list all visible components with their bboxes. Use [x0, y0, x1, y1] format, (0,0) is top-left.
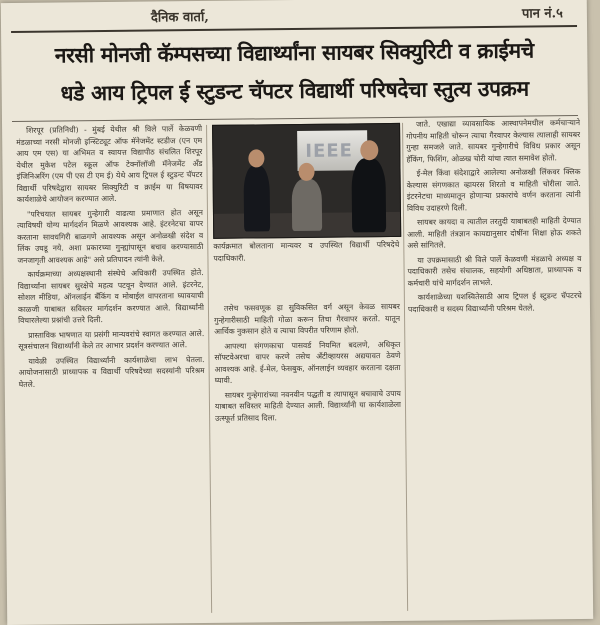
newspaper-page: [1, 0, 593, 625]
person-silhouette: [292, 179, 323, 231]
person-head: [360, 140, 378, 160]
paragraph: ई-मेल किंवा संदेशाद्वारे आलेल्या अनोळखी लिंकवर क्लिक केल्यास संगणकात व्हायरस शिरतो व माहिती चोरीला जाते. इंटरनेटचा माध्यमातून होणाऱ्या प्रकारांचे वर्णन करताना त्यांनी विविध उदाहरणे दिली.: [406, 167, 581, 213]
column-divider: [206, 125, 212, 613]
person-head: [248, 149, 264, 167]
newspaper-name: दैनिक वार्ता,: [150, 9, 209, 26]
paragraph: सायबर कायदा व त्यातील तरतुदी याबाबतही माहिती देण्यात आली. माहिती तंत्रज्ञान कायद्यानुसार दोषींना शिक्षा होऊ शकते असे सांगितले.: [407, 216, 582, 250]
headline-line-2: धडे आय ट्रिपल ई स्टुडन्ट चॅपटर विद्यार्थी परिषदेचा स्तुत्य उपक्रम: [60, 76, 529, 106]
article-column-left: [16, 123, 207, 619]
paragraph: प्रास्ताविक भाषणात या प्रसंगी मान्यवरांचे स्वागत करण्यात आले. सूत्रसंचालन विद्यार्थ्यांनी केले तर आभार प्रदर्शन करण्यात आले.: [18, 328, 205, 351]
paragraph: जाते. एखाद्या व्यावसायिक आस्थापनेमधील कर्मचाऱ्याने गोपनीय माहिती चोरून त्याचा गैरवापर केल्यास त्यालाही सायबर गुन्हा समजले जाते. सायबर गुन्हेगारीचे विविध प्रकार असून हॅकिंग, फिशिंग, ओळख चोरी यांचा त्यात समावेश होतो.: [406, 118, 581, 164]
photo-caption: कार्यक्रमात बोलताना मान्यवर व उपस्थित विद्यार्थी परिषदेचे पदाधिकारी.: [213, 239, 400, 263]
screen-logo-text: IEEE: [305, 140, 354, 162]
paragraph: तसेच फसवणूक हा सुविकसित वर्ग असून केवळ सायबर गुन्हेगारीसाठी माहिती गोळा करून तिचा गैरवापर करतो. यातून आर्थिक नुकसान होते व त्याचा विपरीत परिणाम होतो.: [214, 301, 401, 336]
paragraph: या उपक्रमासाठी श्री विले पार्ले केळवणी मंडळाचे अध्यक्ष व पदाधिकारी तसेच संचालक, सहयोगी अधिष्ठाता, प्राध्यापक व कर्मचारी यांचे मार्गदर्शन लाभले.: [407, 253, 582, 288]
page-number: पान नं.५: [521, 6, 563, 22]
paragraph: कार्यक्रमाच्या अध्यक्षस्थानी संस्थेचे अधिकारी उपस्थित होते. विद्यार्थ्यांना सायबर सुरक्षेचे महत्व पटवून देण्यात आले. इंटरनेट, सोशल मीडिया, ऑनलाईन बँकिंग व मोबाईल वापरताना घ्यावयाची काळजी याबाबत सविस्तर मार्गदर्शन करण्यात आले. विद्यार्थ्यांनी विचारलेल्या प्रश्नांची उत्तरे दिली.: [17, 267, 204, 325]
paragraph: कार्यशाळेच्या यशस्वितेसाठी आय ट्रिपल ई स्टुडन्ट चॅपटरचे पदाधिकारी व सदस्य विद्यार्थ्यांनी परिश्रम घेतले.: [407, 291, 582, 314]
person-silhouette: [351, 158, 386, 232]
person-head: [298, 163, 314, 181]
person-silhouette: [243, 165, 270, 231]
headline: [13, 31, 576, 117]
headline-line-1: नरसी मोनजी कॅम्पसच्या विद्यार्थ्यांना सायबर सिक्युरिटी व क्राईमचे: [54, 38, 534, 68]
paragraph: शिरपूर (प्रतिनिधी) - मुंबई येथील श्री विले पार्ले केळवणी मंडळाच्या नरसी मोनजी इन्स्टिट्यूट ऑफ मॅनेजमेंट स्टडीज (एन एम आय एम एस) या अभिमत व स्वायत्त विद्यापीठ संचलित शिरपूर येथील मुकेश पटेल स्कूल ऑफ टेक्नॉलॉजी मॅनेजमेंट अँड इंजिनिअरिंग (एम पी एस टी एम ई) येथे आय ट्रिपल ई स्टुडन्ट चॅपटर विद्यार्थी परिषदेद्वारा सायबर सिक्युरिटी व क्राईम या विषयावर कार्यशाळेचे आयोजन करण्यात आले.: [16, 123, 203, 204]
paragraph: "परिचयात सायबर गुन्हेगारी वाढत्या प्रमाणात होत असून त्याविषयी योग्य मार्गदर्शन मिळणे आवश्यक आहे. इंटरनेटचा वापर करताना सावधगिरी बाळगणे आवश्यक असून अनोळखी संदेश व लिंक उघडू नये. अशा प्रकारच्या गुन्ह्यांपासून बचाव करण्यासाठी जनजागृती आवश्यक आहे" असे प्रतिपादन त्यांनी केले.: [17, 207, 204, 265]
event-photo: [212, 123, 401, 239]
paragraph: यावेळी उपस्थित विद्यार्थ्यांनी कार्यशाळेचा लाभ घेतला. आयोजनासाठी प्राध्यापक व विद्यार्थी परिषदेच्या सदस्यांनी परिश्रम घेतले.: [18, 354, 205, 389]
article-column-middle: [214, 301, 403, 617]
paragraph: आपल्या संगणकाचा पासवर्ड नियमित बदलणे, अधिकृत सॉफ्टवेअरचा वापर करणे तसेच अँटीव्हायरस अद्ययावत ठेवणे आवश्यक आहे. ई-मेल, फेसबुक, ऑनलाईन व्यवहार करताना दक्षता घ्यावी.: [214, 339, 401, 385]
paragraph: सायबर गुन्हेगारांच्या नवनवीन पद्धती व त्यापासून बचावाचे उपाय याबाबत सविस्तर माहिती देण्यात आली. विद्यार्थ्यांनी या कार्यशाळेला उत्स्फूर्त प्रतिसाद दिला.: [214, 388, 402, 423]
article-column-right: [406, 117, 585, 615]
